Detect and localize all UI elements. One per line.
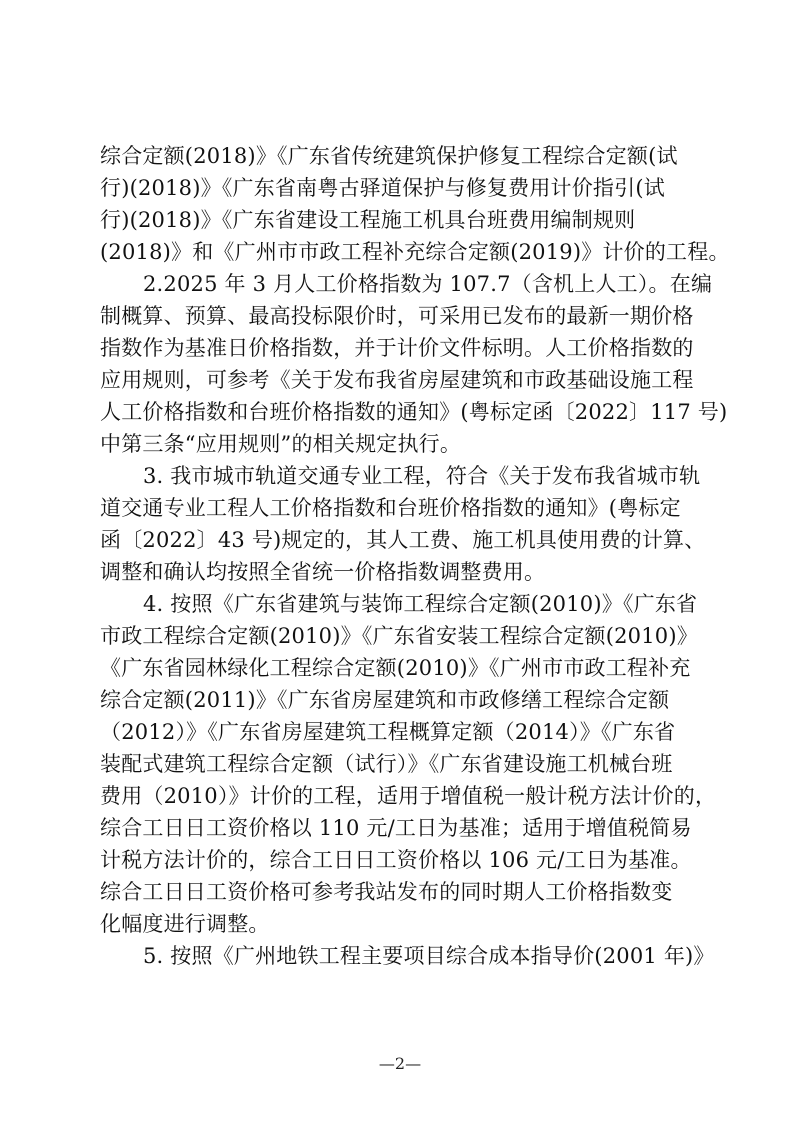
paragraph-3-start: 3. 我市城市轨道交通专业工程，符合《关于发布我省城市轨 — [143, 464, 701, 488]
paragraph-2-start: 2.2025 年 3 月人工价格指数为 107.7（含机上人工）。在编 — [143, 272, 713, 296]
paragraph-5-start: 5. 按照《广州地铁工程主要项目综合成本指导价(2001 年)》 — [143, 944, 715, 968]
text-line: 综合工日日工资价格以 110 元/工日为基准；适用于增值税简易 — [100, 816, 692, 840]
paragraph-4-start: 4. 按照《广东省建筑与装饰工程综合定额(2010)》《广东省 — [143, 592, 698, 616]
text-line: 市政工程综合定额(2010)》《广东省安装工程综合定额(2010)》 — [100, 624, 698, 648]
text-line: 综合定额(2011)》《广东省房屋建筑和市政修缮工程综合定额 — [100, 688, 670, 712]
text-line: 计税方法计价的，综合工日日工资价格以 106 元/工日为基准。 — [100, 848, 692, 872]
page-number: —2— — [378, 1054, 422, 1073]
text-line: 综合工日日工资价格可参考我站发布的同时期人工价格指数变 — [100, 880, 673, 904]
text-line: 行)(2018)》《广东省建设工程施工机具台班费用编制规则 — [100, 208, 636, 232]
text-line: 指数作为基准日价格指数，并于计价文件标明。人工价格指数的 — [100, 336, 694, 360]
text-line: 装配式建筑工程综合定额（试行）》《广东省建设施工机械台班 — [100, 752, 673, 776]
text-line: 化幅度进行调整。 — [100, 912, 270, 936]
text-line: 调整和确认均按照全省统一价格指数调整费用。 — [100, 560, 546, 584]
text-line: （2012）》《广东省房屋建筑工程概算定额（2014）》《广东省 — [100, 720, 676, 744]
text-line: 费用（2010）》计价的工程，适用于增值税一般计税方法计价的， — [100, 784, 717, 808]
text-line: 人工价格指数和台班价格指数的通知》(粤标定函〔2022〕117 号) — [100, 400, 728, 424]
text-line: 行)(2018)》《广东省南粤古驿道保护与修复费用计价指引(试 — [100, 176, 665, 200]
text-line: 道交通专业工程人工价格指数和台班价格指数的通知》(粤标定 — [100, 496, 681, 520]
text-line: (2018)》和《广州市市政工程补充综合定额(2019)》计价的工程。 — [100, 240, 730, 264]
text-line: 制概算、预算、最高投标限价时，可采用已发布的最新一期价格 — [100, 304, 694, 328]
text-line: 应用规则，可参考《关于发布我省房屋建筑和市政基础设施工程 — [100, 368, 694, 392]
text-line: 《广东省园林绿化工程综合定额(2010)》《广州市市政工程补充 — [100, 656, 691, 680]
text-line: 综合定额(2018)》《广东省传统建筑保护修复工程综合定额(试 — [100, 144, 678, 168]
text-line: 函〔2022〕43 号)规定的，其人工费、施工机具使用费的计算、 — [100, 528, 706, 552]
text-line: 中第三条“应用规则”的相关规定执行。 — [100, 432, 462, 456]
